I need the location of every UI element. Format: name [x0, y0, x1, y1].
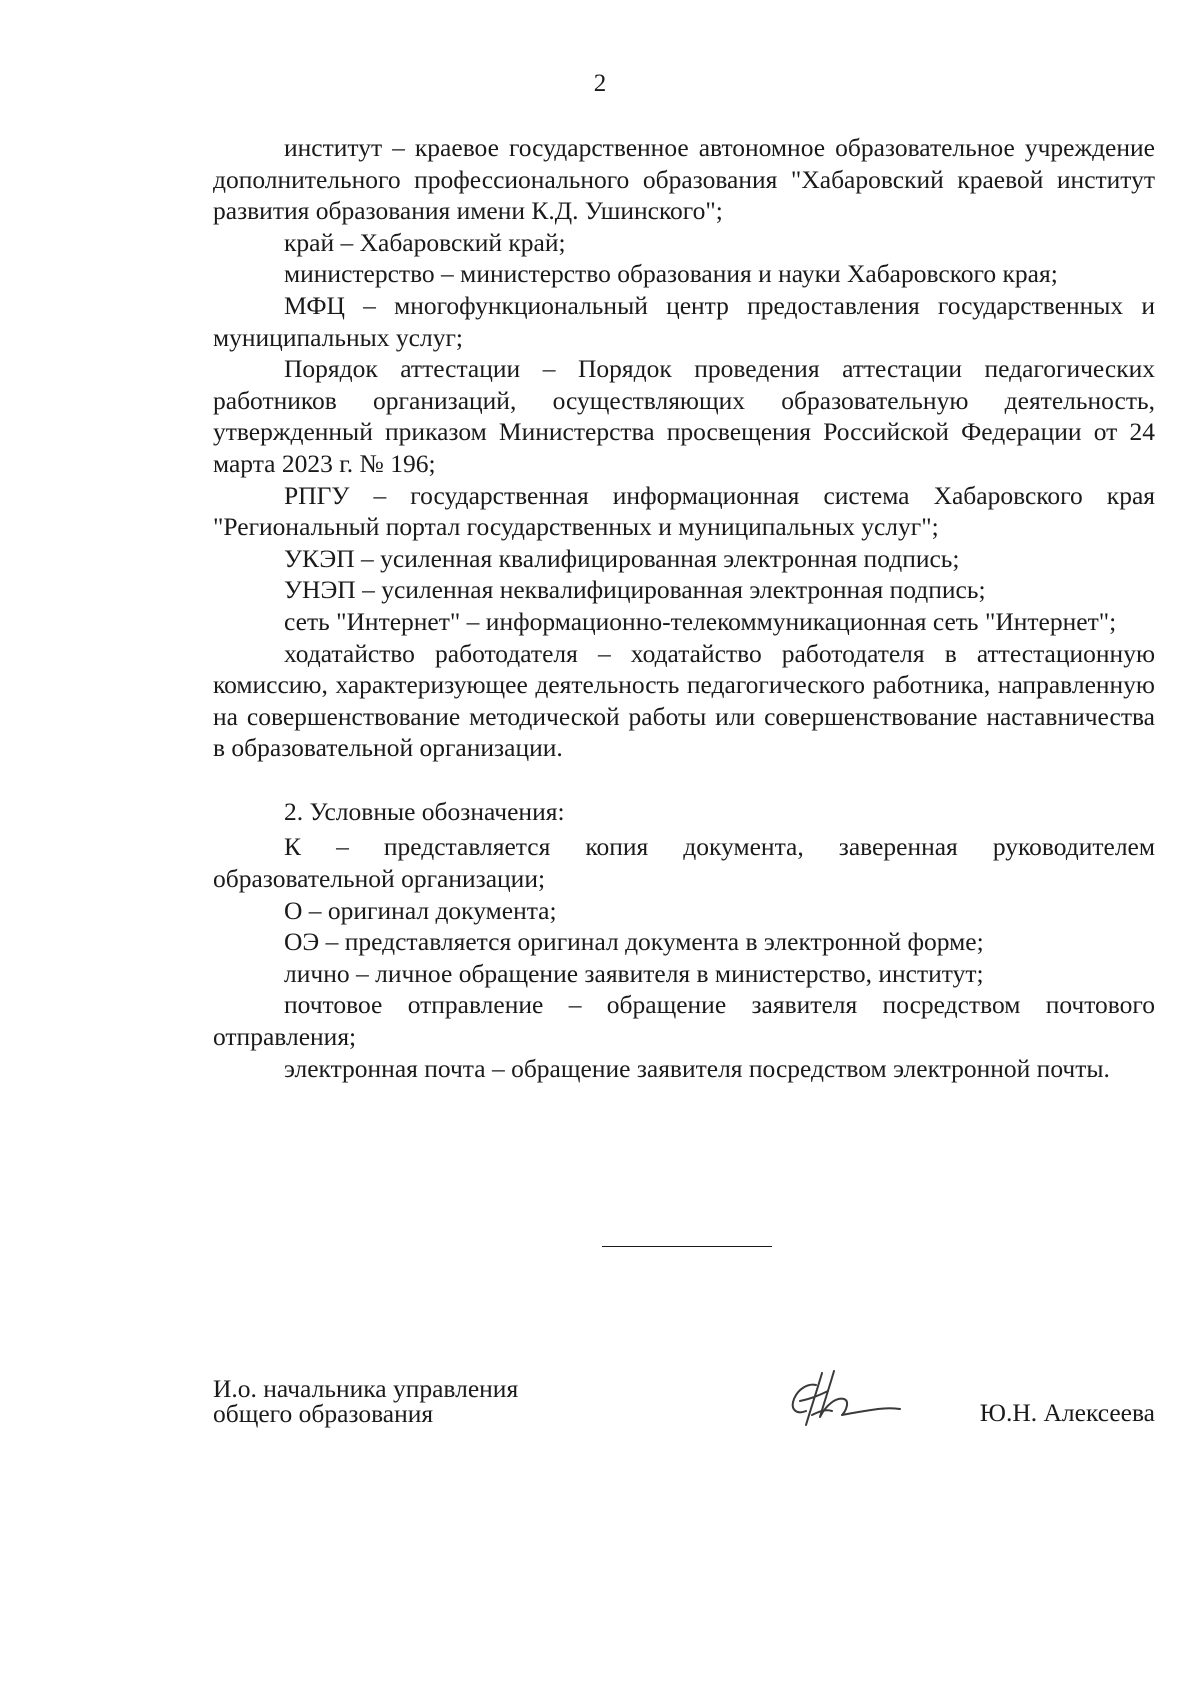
convention-in-person: лично – личное обращение заявителя в министерство, институт; — [284, 958, 984, 988]
definition-employer-petition: ходатайство работодателя – ходатайство работодателя в аттестационную комиссию, характеризующее деятельность педагогического работника, направленную на совершенствование методической работы или совершенствование наставничества в образовательной организации. — [213, 638, 1155, 763]
definition-attestation-order: Порядок аттестации – Порядок проведения аттестации педагогических работников организаций, осуществляющих образовательную деятельность, утвержденный приказом Министерства просвещения Российской Федерации от 24 марта 2023 г. № 196; — [213, 354, 1155, 478]
convention-postal: почтовое отправление – обращение заявителя посредством почтового отправления; — [213, 990, 1155, 1052]
definition-institute: институт – краевое государственное автономное образовательное учреждение дополнительного профессионального образования "Хабаровский краевой институт развития образования имени К.Д. Ушинского"; — [213, 133, 1155, 226]
convention-email: электронная почта – обращение заявителя посредством электронной почты. — [284, 1053, 1110, 1083]
convention-o: О – оригинал документа; — [284, 895, 557, 925]
convention-oe: ОЭ – представляется оригинал документа в электронной форме; — [284, 927, 984, 957]
document-body — [213, 132, 1155, 1084]
definition-ministry: министерство – министерство образования и науки Хабаровского края; — [284, 259, 1058, 289]
section-heading-conventions: 2. Условные обозначения: — [284, 796, 565, 826]
signatory-position-line-2: общего образования — [213, 1399, 434, 1428]
convention-k: К – представляется копия документа, заверенная руководителем образовательной организации; — [213, 832, 1155, 894]
definition-unep: УНЭП – усиленная неквалифицированная электронная подпись; — [284, 575, 986, 605]
definition-ukep: УКЭП – усиленная квалифицированная электронная подпись; — [284, 543, 960, 573]
handwritten-signature — [786, 1365, 904, 1437]
definition-mfc: МФЦ – многофункциональный центр предоставления государственных и муниципальных услуг; — [213, 290, 1155, 352]
page-number: 2 — [593, 70, 607, 97]
signatory-position — [213, 1376, 518, 1426]
definition-internet: сеть "Интернет" – информационно-телекоммуникационная сеть "Интернет"; — [284, 606, 1117, 636]
definition-krai: край – Хабаровский край; — [284, 227, 566, 257]
end-separator-line — [602, 1246, 772, 1247]
signatory-position-line-1: И.о. начальника управления — [213, 1374, 519, 1403]
definition-rpgu: РПГУ – государственная информационная система Хабаровского края "Региональный портал государственных и муниципальных услуг"; — [213, 480, 1155, 542]
signatory-name: Ю.Н. Алексеева — [979, 1398, 1155, 1427]
